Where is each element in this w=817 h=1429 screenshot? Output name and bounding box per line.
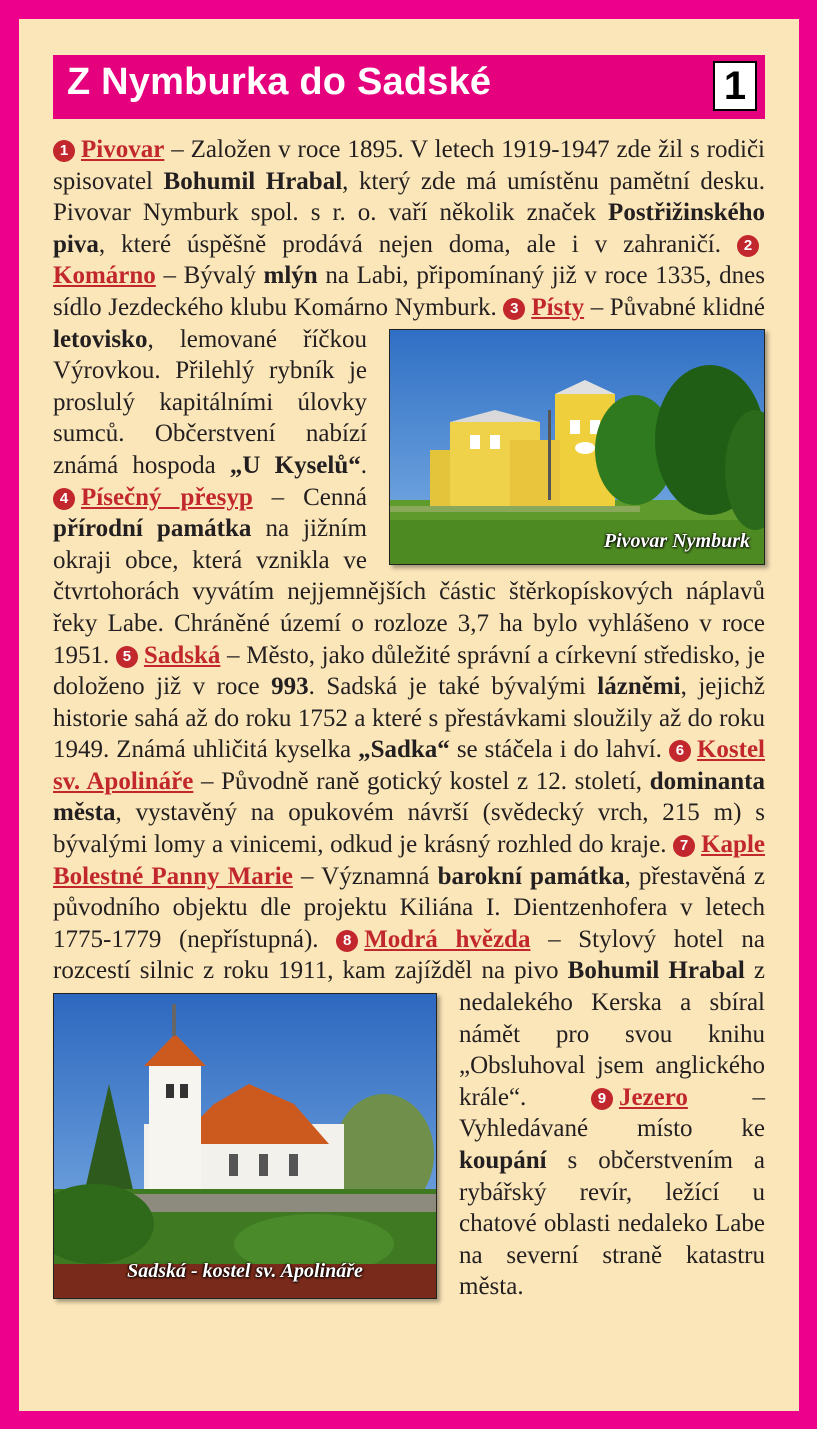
caption-kostel: Sadská - kostel sv. Apolináře <box>127 1260 363 1283</box>
place-kostel-apolinare[interactable]: Kostel sv. Apolináře <box>53 736 765 795</box>
marker-9: 9 <box>591 1088 613 1110</box>
marker-8: 8 <box>336 930 358 952</box>
place-pivovar[interactable]: Pivovar <box>81 136 165 163</box>
place-jezero[interactable]: Jezero <box>618 1083 688 1111</box>
page-number: 1 <box>713 61 757 111</box>
marker-6: 6 <box>669 740 691 762</box>
place-pisty[interactable]: Písty <box>531 293 585 321</box>
marker-3: 3 <box>503 298 525 320</box>
place-komarno[interactable]: Komárno <box>53 262 156 290</box>
place-modra-hvezda[interactable]: Modrá hvězda <box>364 925 531 953</box>
place-sadska[interactable]: Sadská <box>143 641 221 669</box>
marker-7: 7 <box>673 835 695 857</box>
marker-1: 1 <box>53 140 75 162</box>
place-pisecny-presyp[interactable]: Písečný přesyp <box>81 483 253 511</box>
caption-pivovar: Pivovar Nymburk <box>603 529 750 552</box>
page-title: Z Nymburka do Sadské <box>67 61 492 103</box>
church-photo-icon <box>54 994 436 1298</box>
photo-kostel-sadska <box>53 993 437 1299</box>
marker-5: 5 <box>116 646 138 668</box>
article-text: 1 Pivovar – Založen v roce 1895. V letech 1919-1947 zde žil s rodiči spisovatel Bohumil Hrabal, který zde má umístěnu pamětní desku. Pivovar Nymburk spol. s r. o. vaří několik značek Postřižinského piva, které úspěšně prodává nejen doma, ale i v zahraničí. 2Komárno – Bývalý mlýn na Labi, připomínaný již v roce 1335, dnes sídlo Jezdeckého klubu Komárno Nymburk. Pivovar Nymburk 3 Písty – Půvabné klidné letovisko, lemované říčkou Výrovkou. Přilehlý rybník je proslulý kapitálními úlovky sumců. Občerstvení nabízí známá hospoda „U Kyselů“. 4 Písečný přesyp – Cenná přírodní památka na jižním okraji obce, která vznikla ve čtvrtohorách vyvátím nejjemnějších částic štěrkopískových náplavů řeky Labe. Chráněné území o rozloze 3,7 ha bylo vyhlášeno v roce 1951. 5 Sadská – Město, jako důležité správní a církevní středisko, je doloženo již v roce 993. Sadská je také bývalými lázněmi, jejichž historie sahá až do roku 1752 a které s přestávkami sloužily až do roku 1949. Známá uhličitá kyselka „Sadka“ se stáčela i do lahví. 6 Kostel sv. Apolináře – Původně raně gotický kostel z 12. století, dominanta města, vystavěný na opukovém návrší (svědecký vrch, 215 m) s bývalými lomy a vinicemi, odkud je krásný rozhled do kraje. 7 Kaple Bolestné Panny Marie – Významná barokní památka, přestavěná z původního objektu dle projektu Kiliána I. Dientzenhofera v letech 1775-1779 (nepřístupná). 8 Modrá hvězda – Stylový hotel na rozcestí silnic z roku 1911, kam zajížděl na pivo Bohumil Hrabal Sadská - kostel sv. Apolináře z nedalekého Kerska a sbíral námět pro svou knihu „Obsluhoval jsem anglického krále“. 9 Jezero – Vyhledávané místo ke koupání s občerstvením a rybářský revír, ležící u chatové oblasti nedaleko Labe na severní straně katastru města. <box>53 134 765 1305</box>
place-kaple[interactable]: Kaple Bolestné Panny Marie <box>53 831 765 890</box>
photo-pivovar-nymburk <box>389 329 765 565</box>
header-bar <box>53 55 765 119</box>
marker-4: 4 <box>53 488 75 510</box>
marker-2: 2 <box>737 235 759 257</box>
page <box>19 19 799 1411</box>
